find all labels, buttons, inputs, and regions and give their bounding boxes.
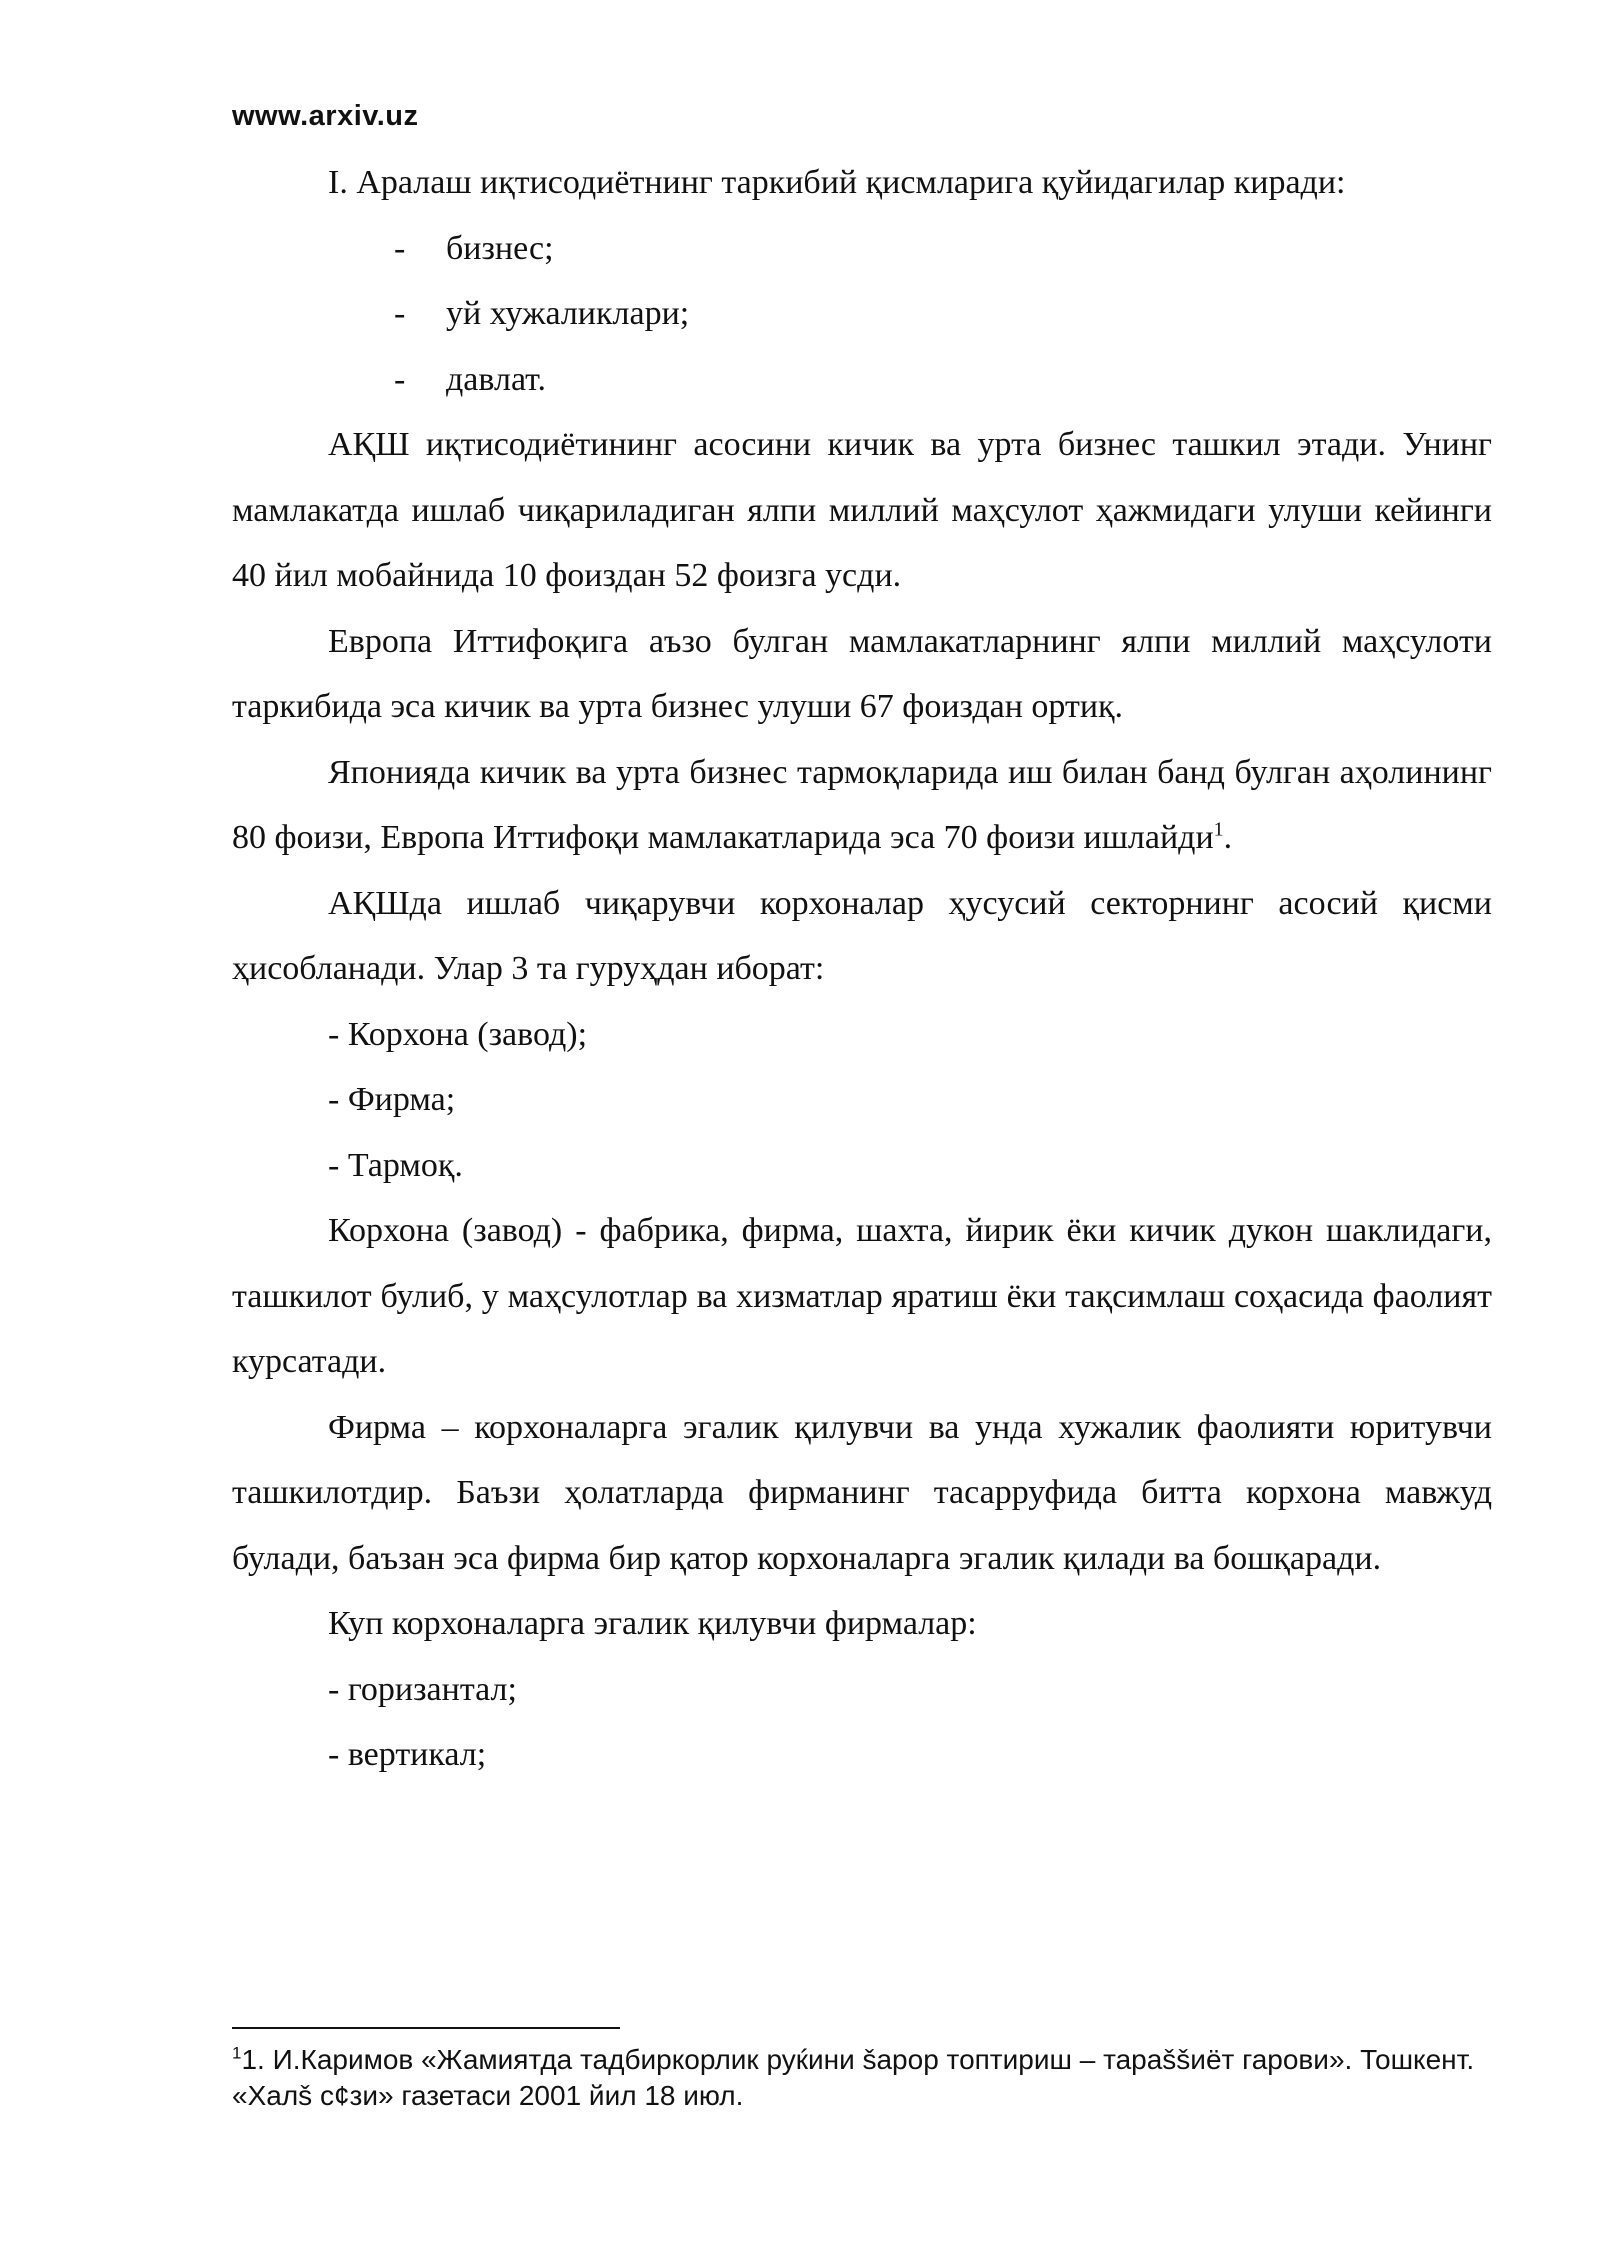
component-item: - бизнес;: [394, 229, 554, 267]
component-item: - уй хужаликлари;: [394, 295, 690, 332]
multi-firm-paragraph: Куп корхоналарга эгалик қилувчи фирмалар:: [328, 1605, 977, 1642]
multi-type-item: - вертикал;: [328, 1736, 487, 1773]
group-item: - Корхона (завод);: [328, 1015, 588, 1053]
enterprise-paragraph: Корхона (завод) - фабрика, фирма, шахта, йирик ёки кичик дукон шаклидаги, ташкилот булиб, у маҳсулотлар ва хизматлар яратиш ёки тақсимлаш соҳасида фаолият курсатади.: [232, 1212, 1492, 1380]
japan-paragraph: Японияда кичик ва урта бизнес тармоқларида иш билан банд булган аҳолининг 80 фоизи, Европа Иттифоқи мамлакатларида эса 70 фоизи ишлайди$^1$.: [232, 753, 1492, 856]
eu-paragraph: Европа Иттифоқига аъзо булган мамлакатларнинг ялпи миллий маҳсулоти таркибида эса кичик ва урта бизнес улуши 67 фоиздан ортиқ.: [232, 622, 1492, 725]
multi-type-item: - горизантал;: [328, 1670, 517, 1708]
usa-paragraph: АҚШ иқтисодиётининг асосини кичик ва урта бизнес ташкил этади. Унинг мамлакатда ишлаб чиқариладиган ялпи миллий маҳсулот ҳажмидаги улуши кейинги 40 йил мобайнида 10 фоиздан 52 фоизга усди.: [232, 426, 1492, 594]
group-item: - Фирма;: [328, 1081, 456, 1118]
document-body: [232, 150, 1492, 1788]
usa-groups-paragraph: АҚШда ишлаб чиқарувчи корхоналар ҳусусий секторнинг асосий қисми ҳисобланади. Улар 3 та гуруҳдан иборат:: [232, 884, 1492, 987]
footnote-text: 1. И.Каримов «Жамиятда тадбиркорлик руќини šарор топтириш – тараššиёт гарови». Тошкент. «Халš с¢зи» газетаси 2001 йил 18 июл.: [232, 2044, 1475, 2111]
footnote-ref[interactable]: 1: [1213, 818, 1224, 841]
site-header[interactable]: www.arxiv.uz: [232, 100, 419, 132]
firm-paragraph: Фирма – корхоналарга эгалик қилувчи ва унда хужалик фаолияти юритувчи ташкилотдир. Баъзи ҳолатларда фирманинг тасарруфида битта корхона мавжуд булади, баъзан эса фирма бир қатор корхоналарга эгалик қилади ва бошқаради.: [232, 1408, 1492, 1577]
footnote-divider: [232, 2027, 620, 2029]
component-item: - давлат.: [394, 360, 546, 398]
footnote-mark: 1: [232, 2043, 242, 2063]
footnote: [232, 2042, 1492, 2114]
intro-paragraph: I. Аралаш иқтисодиётнинг таркибий қисмларига қуйидагилар киради:: [328, 164, 1346, 201]
group-item: - Тармоқ.: [328, 1146, 463, 1184]
